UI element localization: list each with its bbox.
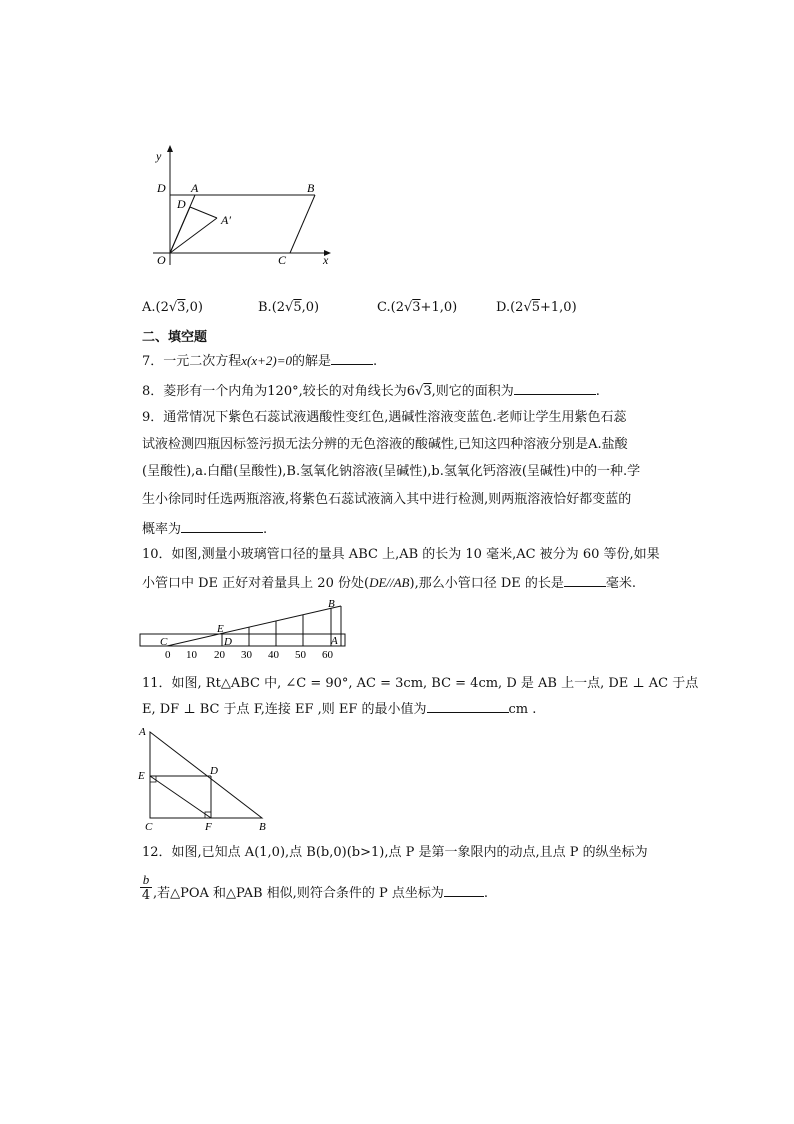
label-D: D [224,636,232,648]
figure-wedge-gauge [135,596,355,662]
option-d: D.(2√5+1,0) [496,300,577,315]
option-a: A.(2√3,0) [142,300,203,315]
tick-50: 50 [295,649,306,661]
label-A: A [139,726,146,738]
label-D: D [210,765,218,777]
figure-right-triangle [135,722,275,834]
label-A-prime: A′ [221,213,231,227]
label-B: B [328,598,335,610]
tick-20: 20 [214,649,225,661]
label-D-prime: D [177,197,186,211]
question-7: 7．一元二次方程x(x+2)=0的解是 . [142,353,378,369]
question-11-line1: 11．如图, Rt△ABC 中, ∠C = 90°, AC = 3cm, BC = 4cm, D 是 AB 上一点, DE ⊥ AC 于点 [142,676,699,691]
label-A: A [331,635,338,647]
question-8: 8．菱形有一个内角为120°,较长的对角线长为6√3,则它的面积为 . [142,384,600,399]
y-axis-arrow [167,145,173,152]
question-12-line2: ,若△POA 和△PAB 相似,则符合条件的 P 点坐标为 . [153,886,488,901]
question-12-fraction: b 4 [141,872,151,903]
tick-60: 60 [322,649,333,661]
label-E: E [138,770,145,782]
section-heading: 二、填空题 [142,330,208,345]
question-9-line1: 9．通常情况下紫色石蕊试液遇酸性变红色,遇碱性溶液变蓝色.老师让学生用紫色石蕊 [142,410,627,425]
question-11-line2: E, DF ⊥ BC 于点 F,连接 EF ,则 EF 的最小值为 cm . [142,702,537,717]
figure-parallelogram [145,140,345,270]
label-A: A [191,181,199,195]
label-E: E [217,623,224,635]
label-F: F [205,821,212,833]
label-C: C [145,821,153,833]
question-10-line2: 小管口中 DE 正好对着量具上 20 份处(DE//AB),那么小管口径 DE 的长是 毫米. [142,575,637,591]
question-9-line3: (呈酸性),a.白醋(呈酸性),B.氢氧化钠溶液(呈碱性),b.氢氧化钙溶液(呈碱性)中的一种.学 [142,464,641,479]
tick-10: 10 [186,649,197,661]
question-9-line4: 生小徐同时任选两瓶溶液,将紫色石蕊试液滴入其中进行检测,则两瓶溶液恰好都变蓝的 [142,492,632,507]
label-D: D [157,181,166,195]
question-12-line1: 12．如图,已知点 A(1,0),点 B(b,0)(b>1),点 P 是第一象限内的动点,且点 P 的纵坐标为 [142,845,648,860]
label-x: x [323,253,329,267]
option-b: B.(2√5,0) [258,300,320,315]
tick-30: 30 [241,649,252,661]
label-B: B [307,181,315,195]
tick-0: 0 [165,649,171,661]
label-y: y [156,149,162,163]
question-10-line1: 10．如图,测量小玻璃管口径的量具 ABC 上,AB 的长为 10 毫米,AC 被分为 60 等份,如果 [142,547,660,562]
tick-40: 40 [268,649,279,661]
label-C: C [278,253,287,267]
question-9-line2: 试液检测四瓶因标签污损无法分辨的无色溶液的酸碱性,已知这四种溶液分别是A.盐酸 [142,437,628,452]
label-C: C [160,636,168,648]
option-c: C.(2√3+1,0) [377,300,458,315]
label-O: O [157,253,166,267]
question-9-line5: 概率为 . [142,522,268,537]
label-B: B [259,821,266,833]
